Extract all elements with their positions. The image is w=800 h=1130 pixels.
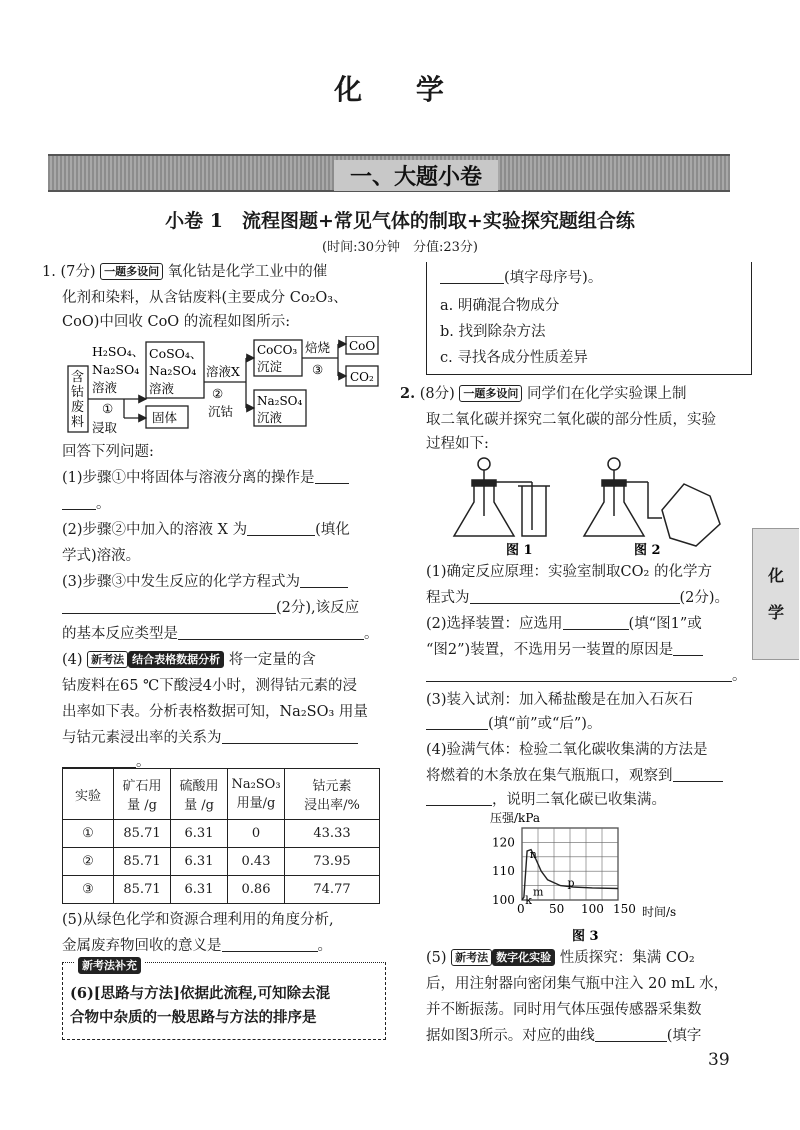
digital-experiment-badge: 数字化实验 xyxy=(492,949,555,966)
q2-part3: (3)装入试剂：加入稀盐酸是在加入石灰石 xyxy=(426,692,694,708)
q1-line-2: 化剂和染料，从含钴废料(主要成分 Co₂O₃、 xyxy=(62,290,348,306)
q1-part1-cont xyxy=(62,494,111,514)
q2-part5-l4 xyxy=(426,1026,701,1046)
x-tick-label: 50 xyxy=(549,902,565,916)
table-cell: 6.31 xyxy=(171,876,228,904)
product-coo: CoO xyxy=(349,339,376,353)
step3-mark: ③ xyxy=(312,362,324,377)
table-cell: 73.95 xyxy=(285,848,380,876)
text: (1)步骤①中将固体与溶液分离的操作是 xyxy=(62,470,315,486)
q2-part5-l2: 后，用注射器向密闭集气瓶中注入 20 mL 水， xyxy=(426,976,729,992)
option-a: a. 明确混合物成分 xyxy=(440,298,560,314)
step1-mark: ① xyxy=(102,401,114,416)
reagent1-l1: H₂SO₄、 xyxy=(92,344,145,359)
q1-part6: (6)[思路与方法]依据此流程,可知除去混 xyxy=(70,985,331,1002)
answer-blank[interactable] xyxy=(62,599,276,614)
answer-blank[interactable] xyxy=(222,729,358,744)
text: (填字 xyxy=(666,1028,702,1044)
chart-title: 图 3 xyxy=(572,929,599,944)
q2-line-3: 过程如下: xyxy=(426,436,489,452)
chart-ylabel: 压强/kPa xyxy=(490,811,541,825)
table-cell: ① xyxy=(63,820,114,848)
q2-part4-l2 xyxy=(426,766,723,786)
box1-l1: CoSO₄、 xyxy=(149,346,203,361)
text: 。 xyxy=(136,754,151,770)
time-info: (时间:30分钟 分值:23分) xyxy=(322,240,478,255)
q1-part4-l3: 出率如下表。分析表格数据可知，Na₂SO₃ 用量 xyxy=(62,704,368,720)
side-tab-char: 学 xyxy=(767,603,784,622)
q2-part1: (1)确定反应原理：实验室制取CO₂ 的化学方 xyxy=(426,564,712,580)
q1-points: (7分) xyxy=(60,264,96,280)
pressure-chart xyxy=(490,808,690,944)
section-banner xyxy=(48,154,730,192)
supplement-badge: 新考法补充 xyxy=(78,957,141,974)
answer-blank[interactable] xyxy=(178,625,364,640)
chart-xlabel: 时间/s xyxy=(642,905,677,919)
table-analysis-badge: 结合表格数据分析 xyxy=(128,651,224,668)
curve-point-label: p xyxy=(567,876,575,890)
q1-part2 xyxy=(62,520,350,540)
calcine-label: 焙烧 xyxy=(305,340,331,355)
text: 。 xyxy=(732,668,747,684)
table-cell: ② xyxy=(63,848,114,876)
q2-part4-l3 xyxy=(426,790,666,810)
section-banner-text: 一、大题小卷 xyxy=(334,160,498,191)
answer-blank[interactable] xyxy=(62,495,96,510)
answer-blank[interactable] xyxy=(247,521,315,536)
answer-blank[interactable] xyxy=(222,937,318,952)
answer-blank[interactable] xyxy=(563,615,629,630)
text: 金属废弃物回收的意义是 xyxy=(62,938,222,954)
table-header-row xyxy=(63,769,380,820)
q1-text: 氧化钴是化学工业中的催 xyxy=(167,264,328,280)
curve-point-label: k xyxy=(525,894,532,907)
q2-part2-l3 xyxy=(426,666,747,686)
text: 将一定量的含 xyxy=(228,652,316,668)
step2-mark: ② xyxy=(212,386,224,401)
page-title: 化 学 xyxy=(334,73,466,106)
text: 的基本反应类型是 xyxy=(62,626,178,642)
answer-blank[interactable] xyxy=(426,791,492,806)
text: (填“前”或“后”)。 xyxy=(488,716,602,732)
text: 程式为 xyxy=(426,590,470,606)
q1-part3-type xyxy=(62,624,379,644)
curve-point-label: n xyxy=(529,847,537,861)
leaching-data-table xyxy=(62,768,380,904)
text: ，说明二氧化碳已收集满。 xyxy=(492,792,666,808)
table-cell: 6.31 xyxy=(171,848,228,876)
y-tick-label: 110 xyxy=(492,864,515,879)
answer-blank[interactable] xyxy=(673,767,723,782)
text: 同学们在化学实验课上制 xyxy=(527,386,687,402)
answer-blank[interactable] xyxy=(673,641,703,656)
text: 。 xyxy=(96,496,111,512)
answer-blank[interactable] xyxy=(315,469,349,484)
answer-blank[interactable] xyxy=(470,589,680,604)
text: (填“图1”或 xyxy=(628,616,702,632)
y-tick-label: 120 xyxy=(492,835,515,850)
apparatus-figures xyxy=(448,454,738,558)
table-row xyxy=(63,820,380,848)
table-cell: 74.77 xyxy=(285,876,380,904)
x-tick-label: 100 xyxy=(581,902,604,916)
feed-char: 含 xyxy=(71,370,85,385)
text: “图2”)装置，不选用另一装置的原因是 xyxy=(426,642,674,658)
figure-2-apparatus xyxy=(584,458,720,546)
subject-side-tab xyxy=(752,528,799,660)
q1-part4-l2: 钴废料在65 ℃下酸浸4小时，测得钴元素的浸 xyxy=(62,678,358,694)
answer-blank[interactable] xyxy=(595,1027,667,1042)
paper-subtitle: 小卷 1 流程图题+常见气体的制取+实验探究题组合练 xyxy=(165,210,635,232)
q1-part1 xyxy=(62,468,349,488)
page-number: 39 xyxy=(708,1050,730,1070)
feed-char: 钴 xyxy=(71,385,85,400)
text: (2)选择装置：应选用 xyxy=(426,616,563,632)
text: 。 xyxy=(317,938,332,954)
answer-blank[interactable] xyxy=(426,667,732,682)
q1-line-3: CoO)中回收 CoO 的流程如图所示: xyxy=(62,314,291,330)
q1-part3 xyxy=(62,572,348,592)
q2-part2-l2 xyxy=(426,640,703,660)
side-tab-char: 化 xyxy=(767,566,784,585)
solid-label: 固体 xyxy=(152,410,178,425)
q1-part3-cont xyxy=(62,598,359,618)
q2-line-1 xyxy=(400,384,687,404)
y-tick-label: 100 xyxy=(492,893,515,907)
figure-1-label: 图 1 xyxy=(506,543,533,558)
q1-part5-l2 xyxy=(62,936,332,956)
table-row xyxy=(63,848,380,876)
table-cell: 0.43 xyxy=(228,848,285,876)
figure-1-apparatus xyxy=(454,458,550,536)
product-co2: CO₂ xyxy=(350,370,374,384)
box3-l2: 沉液 xyxy=(257,410,283,425)
q2-part2 xyxy=(426,614,702,634)
text: 性质探究：集满 CO₂ xyxy=(559,950,695,966)
table-header-cell: 硫酸用 量 /g xyxy=(171,769,228,820)
q1-flow-diagram xyxy=(62,336,392,438)
q1-part6-l2: 合物中杂质的一般思路与方法的排序是 xyxy=(70,1009,317,1026)
q2-multi-question-badge: 一题多设问 xyxy=(459,385,522,402)
box1-l3: 溶液 xyxy=(149,381,175,396)
answer-blank[interactable] xyxy=(300,573,348,588)
text: 将燃着的木条放在集气瓶瓶口，观察到 xyxy=(426,768,673,784)
table-cell: 0.86 xyxy=(228,876,285,904)
text: (5) xyxy=(426,950,447,966)
text: (2)步骤②中加入的溶液 X 为 xyxy=(62,522,248,538)
box3-l1: Na₂SO₄ xyxy=(257,394,303,408)
q2-part5-l3: 并不断振荡。同时用气体压强传感器采集数 xyxy=(426,1002,702,1018)
curve-point-label: m xyxy=(532,885,544,899)
text: (2分),该反应 xyxy=(276,600,360,616)
option-c: c. 寻找各成分性质差异 xyxy=(440,350,588,366)
q2-line-2: 取二氧化碳并探究二氧化碳的部分性质，实验 xyxy=(426,412,716,428)
text: (填字母序号)。 xyxy=(504,270,603,286)
table-cell: 85.71 xyxy=(114,820,171,848)
q1-part6-l3 xyxy=(440,268,602,288)
q2-part4: (4)验满气体：检验二氧化碳收集满的方法是 xyxy=(426,742,708,758)
q2-number: 2. xyxy=(400,385,416,402)
text: 。 xyxy=(364,626,379,642)
feed-char: 废 xyxy=(71,400,85,415)
q2-points: (8分) xyxy=(419,386,455,402)
table-header-cell: 实验 xyxy=(63,769,114,820)
q2-part1-l2 xyxy=(426,588,729,608)
q2-part5 xyxy=(426,948,695,968)
table-cell: 43.33 xyxy=(285,820,380,848)
text: (4) xyxy=(62,652,83,668)
option-b: b. 找到除杂方法 xyxy=(440,324,546,340)
answer-intro: 回答下列问题: xyxy=(62,444,154,460)
text: (填化 xyxy=(315,522,350,538)
table-cell: ③ xyxy=(63,876,114,904)
reagent1-l2: Na₂SO₄ xyxy=(92,362,140,377)
q1-part5: (5)从绿色化学和资源合理利用的角度分析, xyxy=(62,912,334,928)
table-header-cell: Na₂SO₃ 用量/g xyxy=(228,769,285,820)
text: (3)步骤③中发生反应的化学方程式为 xyxy=(62,574,301,590)
table-cell: 85.71 xyxy=(114,848,171,876)
text: 据如图3所示。对应的曲线 xyxy=(426,1028,595,1044)
table-header-cell: 钴元素 浸出率/% xyxy=(285,769,380,820)
answer-blank[interactable] xyxy=(62,753,136,768)
box2-l1: CoCO₃ xyxy=(257,343,298,357)
table-cell: 85.71 xyxy=(114,876,171,904)
x-tick-label: 150 xyxy=(613,902,636,916)
answer-blank[interactable] xyxy=(440,269,504,284)
x-tick-label: 0 xyxy=(517,902,525,916)
feed-char: 料 xyxy=(71,415,85,430)
table-cell: 6.31 xyxy=(171,820,228,848)
table-row xyxy=(63,876,380,904)
supplement-label xyxy=(74,955,145,974)
step1-name: 浸取 xyxy=(92,420,118,435)
text: 与钴元素浸出率的关系为 xyxy=(62,730,222,746)
text: (2分)。 xyxy=(679,590,730,606)
q1-part2-cont: 学式)溶液。 xyxy=(62,548,141,564)
box1-l2: Na₂SO₄ xyxy=(149,363,197,378)
reagent1-l3: 溶液 xyxy=(92,380,118,395)
table-header-cell: 矿石用 量 /g xyxy=(114,769,171,820)
table-cell: 0 xyxy=(228,820,285,848)
q1-part4-l4 xyxy=(62,728,358,748)
feed-label xyxy=(71,370,84,430)
q1-part4 xyxy=(62,650,316,670)
step2-name: 沉钴 xyxy=(208,404,234,419)
figure-2-label: 图 2 xyxy=(634,543,661,558)
new-method-badge: 新考法 xyxy=(87,651,128,668)
q1-number: 1. xyxy=(42,264,56,280)
solution-x-label: 溶液X xyxy=(206,364,240,379)
new-method-badge: 新考法 xyxy=(451,949,492,966)
q1-line-1 xyxy=(42,262,327,282)
q1-multi-question-badge: 一题多设问 xyxy=(100,263,163,280)
q2-part3-l2 xyxy=(426,714,601,734)
box2-l2: 沉淀 xyxy=(257,359,283,374)
answer-blank[interactable] xyxy=(426,715,488,730)
